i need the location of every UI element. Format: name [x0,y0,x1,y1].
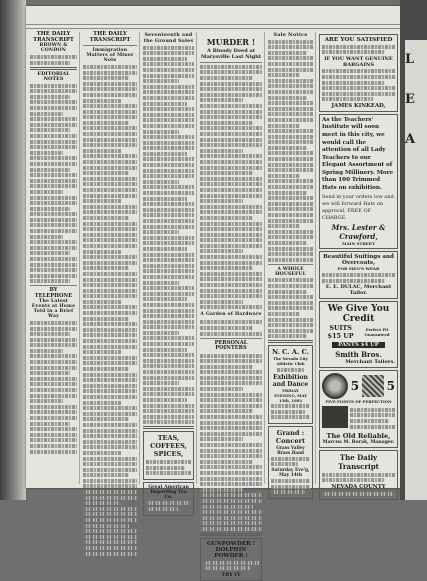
exhibition-title: Exhibition and Dance [272,373,309,388]
great-american-heading: Great American Importing Tea Co. [148,484,189,500]
great-american-advertisement [143,482,194,516]
newspaper-page [26,6,400,578]
credit-heading: We Give You Credit [327,304,390,325]
marcus-manager: Marcus M. Borak, Manager. [322,440,395,446]
column-4 [198,32,265,578]
immigration-headline: Immigration Matters of Minor Note [86,48,134,64]
adjacent-letter: E [405,92,415,107]
satisfied-heading: ARE YOU SATISFIED [324,37,393,43]
adjacent-letter: L [405,52,415,67]
grand-concert-heading: Grand : Concert [275,428,306,445]
five-right: 5 [386,379,395,394]
pattern-emblem-icon [362,375,384,397]
column-6-advertisements [317,32,400,490]
smith-bros-name: Smith Bros. [335,350,382,360]
header-rule-secondary [26,28,400,29]
kinkead-name: JAMES KINKEAD, [331,102,386,109]
pants-price: PANTS $4 UP [332,342,385,348]
telephone-subheading: The Latest Events at Home Told in a Brief Way [31,299,76,320]
ncac-heading: N. C. A. C. [271,348,310,357]
suits-price: SUITS $15 UP [327,324,354,341]
daily-transcript-heading: The Daily Transcript [338,453,379,472]
five-points-label: FIVE POINTS OF PERFECTION [325,399,392,405]
five-points-advertisement [319,370,398,448]
concert-date: Saturday Eve'g, May 14th [271,467,310,478]
smith-bros-advertisement [319,301,398,368]
masthead-col2: THE DAILY TRANSCRIPT [89,31,131,43]
medallion-emblem-icon [322,373,348,399]
personal-pointers-heading: PERSONAL POINTERS [214,339,248,352]
concert-advertisement [268,426,313,499]
perfect-fit-label: Perfect Fit Guaranteed [364,327,390,338]
dulac-tailor-advertisement [319,251,398,299]
gunpowder-heading: GUNPOWDER ! DOLPHIN POWDER ! [206,540,256,559]
mens-wear-label: FOR MEN'S WEAR [337,266,380,272]
transcript-advertisement [319,450,398,500]
teachers-institute-notice: As the Teachers' Institute will soon meet in this city, we would call the attention of all Lady Teachers to our Elegant Assortment of Spring Millinery. More than 100 Trimmed Hats on exhibition. [322,116,394,191]
exhibition-date: FRIDAY EVENING, MAY 13th, 1892 [274,387,307,403]
adjacent-letter: A [405,132,416,147]
publisher-name: BROWN & CONDON [39,43,68,54]
column-5 [266,32,316,484]
brass-band-subheading: Grass Valley Brass Band [276,444,305,455]
ground-sales-headline: Seventeenth and the Ground Sales [143,32,194,44]
bargains-heading: IF YOU WANT GENUINE BARGAINS [324,55,393,68]
nevada-county-label: NEVADA COUNTY [331,483,386,490]
ncac-subheading: The Nevada City Athletic Club [273,356,308,367]
telephone-heading: BY TELEPHONE [34,287,73,299]
adjacent-page-sliver [405,40,427,500]
dulac-name: E. E. DULAC, Merchant Tailor. [325,284,392,297]
header-rule [26,24,400,25]
masthead-col1: THE DAILY TRANSCRIPT [33,31,74,43]
satisfied-advertisement [319,34,398,112]
column-2 [81,32,140,484]
old-reliable-heading: The Old Reliable, [326,432,391,441]
lester-street: MAIN STREET [342,241,375,247]
lester-crawford-name: Mrs. Lester & Crawford, [331,223,386,242]
book-gutter-left [0,0,26,500]
athletic-club-advertisement [268,345,313,424]
whole-houseful-heading: A WHOLE HOUSEFUL [275,265,306,277]
approval-notice: Send in your orders low and we will forward Hats on approval, FREE OF CHARGE. [322,194,394,221]
gunpowder-advertisement [200,538,262,581]
editorial-notes-heading: EDITORIAL NOTES [37,70,70,82]
garden-of-hardware-heading: A Garden of Hardware [200,312,262,318]
column-1 [28,32,80,484]
column-3 [141,32,197,500]
try-it-label: TRY IT [221,571,241,578]
murder-headline: MURDER ! [206,37,256,47]
beautiful-suitings-heading: Beautiful Suitings and Overcoats, [323,254,394,267]
five-left: 5 [350,379,360,394]
murder-subhead: A Bloody Deed at Marysville Last Night [200,48,262,60]
checkered-logo-icon [322,406,348,428]
sale-notice-headline: Sale Notice [273,32,308,38]
merchant-tailors-label: Merchant Tailors. [345,359,395,366]
teas-advertisement [143,431,194,479]
teas-heading: TEAS, COFFEES, SPICES, [150,434,187,459]
millinery-advertisement [319,114,398,249]
